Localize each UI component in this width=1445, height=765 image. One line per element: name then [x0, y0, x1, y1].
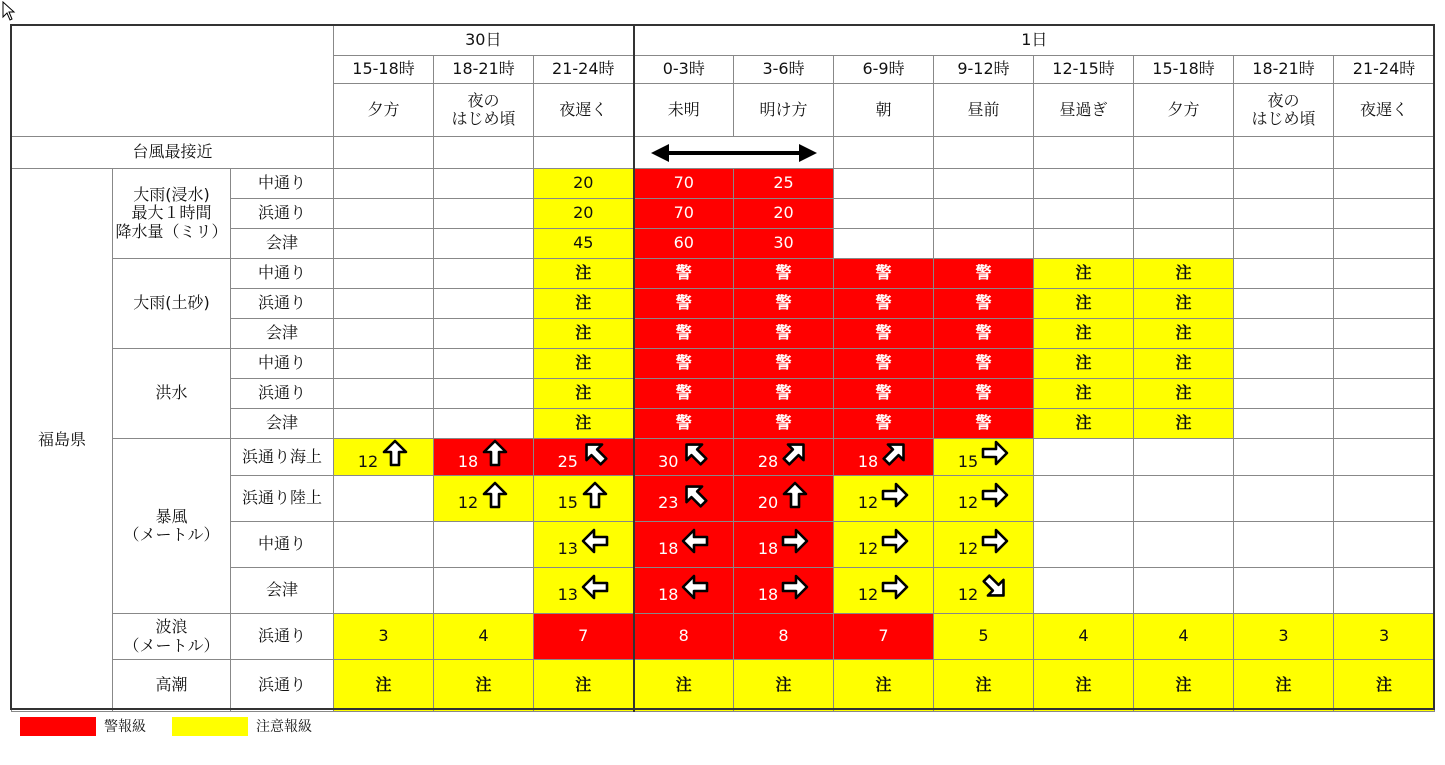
- period-label: 昼前: [934, 84, 1034, 137]
- empty-cell: [1234, 476, 1334, 522]
- advisory-cell: 注: [1034, 259, 1134, 289]
- empty-cell: [434, 349, 534, 379]
- value-cell: 3: [334, 614, 434, 660]
- empty-cell: [334, 289, 434, 319]
- empty-cell: [334, 349, 434, 379]
- time-slot-label: 6-9時: [834, 56, 934, 84]
- empty-cell: [434, 522, 534, 568]
- empty-cell: [1234, 349, 1334, 379]
- wind-cell: [734, 568, 834, 614]
- wind-speed-value: 18: [457, 451, 479, 471]
- advisory-cell: 注: [1034, 409, 1134, 439]
- empty-cell: [1034, 229, 1134, 259]
- wind-cell: [534, 439, 634, 476]
- wind-direction-arrow-icon: [981, 481, 1009, 509]
- empty-cell: [1234, 259, 1334, 289]
- empty-cell: [434, 229, 534, 259]
- empty-cell: [334, 409, 434, 439]
- value-cell: 7: [834, 614, 934, 660]
- empty-cell: [434, 319, 534, 349]
- wind-cell: [834, 439, 934, 476]
- value-cell: 3: [1234, 614, 1334, 660]
- empty-cell: [434, 289, 534, 319]
- period-label: 夜の はじめ頃: [1234, 84, 1334, 137]
- closest-approach-cell: [1234, 137, 1334, 169]
- period-label: 未明: [634, 84, 734, 137]
- wind-direction-arrow-icon: [981, 573, 1009, 601]
- advisory-cell: 注: [1134, 349, 1234, 379]
- empty-cell: [334, 379, 434, 409]
- empty-cell: [1034, 568, 1134, 614]
- mouse-pointer-icon: [2, 1, 16, 25]
- advisory-cell: 注: [1134, 259, 1234, 289]
- legend-label-advisory: 注意報級: [256, 719, 312, 735]
- empty-cell: [1334, 259, 1435, 289]
- value-cell: 25: [734, 169, 834, 199]
- wind-speed-value: 12: [857, 539, 879, 559]
- wind-speed-value: 23: [658, 493, 679, 513]
- value-cell: 4: [1134, 614, 1234, 660]
- empty-cell: [334, 259, 434, 289]
- warning-cell: 警: [834, 259, 934, 289]
- empty-cell: [1134, 199, 1234, 229]
- wind-speed-value: 12: [457, 493, 479, 513]
- closest-approach-cell: [834, 137, 934, 169]
- wind-speed-value: 13: [557, 539, 578, 559]
- wind-cell: [334, 439, 434, 476]
- empty-cell: [934, 169, 1034, 199]
- advisory-cell: 注: [534, 349, 634, 379]
- advisory-cell: 注: [1034, 660, 1134, 712]
- wind-cell: [934, 476, 1034, 522]
- area-label: 浜通り海上: [231, 439, 334, 476]
- value-cell: 20: [534, 169, 634, 199]
- closest-approach-cell: [934, 137, 1034, 169]
- time-slot-label: 21-24時: [1334, 56, 1435, 84]
- empty-cell: [1234, 169, 1334, 199]
- empty-cell: [1334, 319, 1435, 349]
- value-cell: 4: [1034, 614, 1134, 660]
- empty-cell: [1334, 439, 1435, 476]
- empty-cell: [1134, 568, 1234, 614]
- wind-speed-value: 20: [757, 493, 779, 513]
- area-label: 浜通り: [231, 289, 334, 319]
- warning-cell: 警: [734, 319, 834, 349]
- legend-swatch-advisory: [172, 717, 248, 736]
- header-corner: [12, 26, 334, 137]
- area-label: 会津: [231, 409, 334, 439]
- wind-direction-arrow-icon: [881, 481, 909, 509]
- empty-cell: [1334, 409, 1435, 439]
- wind-speed-value: 15: [557, 493, 578, 513]
- wind-direction-arrow-icon: [781, 439, 809, 467]
- wind-direction-arrow-icon: [781, 573, 809, 601]
- area-label: 浜通り: [231, 199, 334, 229]
- closest-approach-cell: [1034, 137, 1134, 169]
- warning-cell: 警: [734, 379, 834, 409]
- advisory-cell: 注: [1034, 289, 1134, 319]
- closest-approach-cell: [534, 137, 634, 169]
- legend: [20, 716, 312, 736]
- area-label: 会津: [231, 319, 334, 349]
- warning-cell: 警: [634, 289, 734, 319]
- legend-label-warning: 警報級: [104, 719, 146, 735]
- empty-cell: [434, 568, 534, 614]
- element-label: 大雨(浸水) 最大１時間 降水量（ミリ）: [113, 169, 231, 259]
- empty-cell: [934, 199, 1034, 229]
- period-label: 明け方: [734, 84, 834, 137]
- empty-cell: [1234, 229, 1334, 259]
- period-label: 夕方: [334, 84, 434, 137]
- empty-cell: [1234, 409, 1334, 439]
- wind-speed-value: 12: [957, 493, 979, 513]
- wind-cell: [834, 522, 934, 568]
- advisory-cell: 注: [534, 259, 634, 289]
- wind-direction-arrow-icon: [981, 439, 1009, 467]
- empty-cell: [1334, 289, 1435, 319]
- advisory-cell: 注: [934, 660, 1034, 712]
- closest-approach-cell: [334, 137, 434, 169]
- period-label: 夕方: [1134, 84, 1234, 137]
- prefecture-label: 福島県: [12, 169, 113, 712]
- period-label: 夜遅く: [1334, 84, 1435, 137]
- wind-speed-value: 12: [957, 539, 979, 559]
- closest-approach-cell: [634, 137, 834, 169]
- advisory-cell: 注: [1034, 319, 1134, 349]
- wind-cell: [434, 439, 534, 476]
- advisory-cell: 注: [1234, 660, 1334, 712]
- warning-cell: 警: [834, 409, 934, 439]
- empty-cell: [834, 229, 934, 259]
- empty-cell: [1234, 522, 1334, 568]
- advisory-cell: 注: [534, 409, 634, 439]
- empty-cell: [1134, 229, 1234, 259]
- value-cell: 20: [534, 199, 634, 229]
- advisory-cell: 注: [1034, 379, 1134, 409]
- element-label: 暴風 （メートル）: [113, 439, 231, 614]
- time-slot-label: 21-24時: [534, 56, 634, 84]
- empty-cell: [834, 169, 934, 199]
- advisory-cell: 注: [1134, 660, 1234, 712]
- wind-direction-arrow-icon: [781, 527, 809, 555]
- wind-cell: [934, 439, 1034, 476]
- warning-cell: 警: [834, 289, 934, 319]
- empty-cell: [1034, 439, 1134, 476]
- warning-cell: 警: [634, 349, 734, 379]
- wind-cell: [634, 476, 734, 522]
- advisory-cell: 注: [1334, 660, 1435, 712]
- forecast-grid: [11, 25, 1435, 712]
- wind-direction-arrow-icon: [581, 527, 609, 555]
- wind-cell: [434, 476, 534, 522]
- wind-cell: [834, 476, 934, 522]
- advisory-cell: 注: [1134, 379, 1234, 409]
- advisory-cell: 注: [434, 660, 534, 712]
- empty-cell: [434, 259, 534, 289]
- wind-direction-arrow-icon: [981, 527, 1009, 555]
- wind-cell: [534, 476, 634, 522]
- empty-cell: [1234, 319, 1334, 349]
- empty-cell: [834, 199, 934, 229]
- wind-speed-value: 15: [957, 451, 979, 471]
- advisory-cell: 注: [1134, 289, 1234, 319]
- empty-cell: [1134, 439, 1234, 476]
- area-label: 会津: [231, 229, 334, 259]
- empty-cell: [1334, 522, 1435, 568]
- advisory-cell: 注: [534, 660, 634, 712]
- warning-cell: 警: [834, 319, 934, 349]
- empty-cell: [434, 199, 534, 229]
- closest-approach-cell: [1334, 137, 1435, 169]
- warning-cell: 警: [834, 379, 934, 409]
- area-label: 中通り: [231, 522, 334, 568]
- area-label: 中通り: [231, 169, 334, 199]
- empty-cell: [1334, 379, 1435, 409]
- time-slot-label: 3-6時: [734, 56, 834, 84]
- area-label: 中通り: [231, 259, 334, 289]
- day-label: 30日: [334, 26, 634, 56]
- empty-cell: [934, 229, 1034, 259]
- closest-approach-label: 台風最接近: [12, 137, 334, 169]
- advisory-cell: 注: [534, 319, 634, 349]
- empty-cell: [334, 568, 434, 614]
- element-label: 洪水: [113, 349, 231, 439]
- wind-cell: [734, 439, 834, 476]
- empty-cell: [1134, 522, 1234, 568]
- value-cell: 4: [434, 614, 534, 660]
- wind-direction-arrow-icon: [481, 481, 509, 509]
- wind-speed-value: 18: [658, 539, 679, 559]
- value-cell: 30: [734, 229, 834, 259]
- empty-cell: [1334, 349, 1435, 379]
- warning-cell: 警: [934, 349, 1034, 379]
- empty-cell: [1334, 229, 1435, 259]
- closest-approach-cell: [1134, 137, 1234, 169]
- value-cell: 60: [634, 229, 734, 259]
- empty-cell: [1234, 568, 1334, 614]
- wind-cell: [834, 568, 934, 614]
- empty-cell: [1034, 522, 1134, 568]
- time-slot-label: 15-18時: [1134, 56, 1234, 84]
- weather-forecast-table: [11, 25, 1435, 712]
- wind-speed-value: 12: [357, 451, 379, 471]
- empty-cell: [1234, 379, 1334, 409]
- advisory-cell: 注: [1134, 409, 1234, 439]
- empty-cell: [334, 169, 434, 199]
- wind-cell: [734, 476, 834, 522]
- warning-cell: 警: [934, 409, 1034, 439]
- wind-speed-value: 28: [757, 451, 779, 471]
- period-label: 夜の はじめ頃: [434, 84, 534, 137]
- wind-direction-arrow-icon: [581, 439, 609, 467]
- advisory-cell: 注: [1034, 349, 1134, 379]
- advisory-cell: 注: [534, 379, 634, 409]
- empty-cell: [1034, 199, 1134, 229]
- value-cell: 7: [534, 614, 634, 660]
- wind-speed-value: 18: [658, 585, 679, 605]
- warning-cell: 警: [734, 409, 834, 439]
- value-cell: 70: [634, 199, 734, 229]
- wind-speed-value: 18: [757, 539, 779, 559]
- closest-approach-cell: [434, 137, 534, 169]
- double-headed-arrow-icon: [649, 142, 819, 164]
- wind-speed-value: 18: [757, 585, 779, 605]
- value-cell: 20: [734, 199, 834, 229]
- value-cell: 5: [934, 614, 1034, 660]
- empty-cell: [1334, 476, 1435, 522]
- warning-cell: 警: [634, 379, 734, 409]
- wind-cell: [634, 439, 734, 476]
- value-cell: 8: [734, 614, 834, 660]
- wind-cell: [934, 568, 1034, 614]
- warning-cell: 警: [934, 319, 1034, 349]
- element-label: 大雨(土砂): [113, 259, 231, 349]
- wind-cell: [534, 568, 634, 614]
- wind-speed-value: 13: [557, 585, 578, 605]
- empty-cell: [434, 379, 534, 409]
- empty-cell: [1134, 476, 1234, 522]
- wind-direction-arrow-icon: [481, 439, 509, 467]
- wind-speed-value: 12: [857, 493, 879, 513]
- area-label: 浜通り: [231, 660, 334, 712]
- advisory-cell: 注: [1134, 319, 1234, 349]
- empty-cell: [334, 522, 434, 568]
- area-label: 中通り: [231, 349, 334, 379]
- value-cell: 3: [1334, 614, 1435, 660]
- wind-cell: [634, 522, 734, 568]
- value-cell: 70: [634, 169, 734, 199]
- empty-cell: [1334, 568, 1435, 614]
- element-label: 波浪 （メートル）: [113, 614, 231, 660]
- period-label: 夜遅く: [534, 84, 634, 137]
- warning-cell: 警: [634, 409, 734, 439]
- period-label: 朝: [834, 84, 934, 137]
- value-cell: 8: [634, 614, 734, 660]
- wind-direction-arrow-icon: [381, 439, 409, 467]
- wind-speed-value: 12: [957, 585, 979, 605]
- advisory-cell: 注: [534, 289, 634, 319]
- wind-cell: [934, 522, 1034, 568]
- empty-cell: [1134, 169, 1234, 199]
- period-label: 昼過ぎ: [1034, 84, 1134, 137]
- wind-direction-arrow-icon: [581, 573, 609, 601]
- empty-cell: [1034, 476, 1134, 522]
- legend-swatch-warning: [20, 717, 96, 736]
- empty-cell: [334, 199, 434, 229]
- empty-cell: [434, 169, 534, 199]
- time-slot-label: 18-21時: [434, 56, 534, 84]
- wind-cell: [734, 522, 834, 568]
- value-cell: 45: [534, 229, 634, 259]
- warning-cell: 警: [934, 289, 1034, 319]
- empty-cell: [334, 319, 434, 349]
- empty-cell: [1034, 169, 1134, 199]
- time-slot-label: 12-15時: [1034, 56, 1134, 84]
- area-label: 浜通り: [231, 614, 334, 660]
- empty-cell: [334, 476, 434, 522]
- time-slot-label: 9-12時: [934, 56, 1034, 84]
- wind-direction-arrow-icon: [681, 439, 709, 467]
- wind-direction-arrow-icon: [581, 481, 609, 509]
- warning-cell: 警: [934, 379, 1034, 409]
- empty-cell: [1234, 199, 1334, 229]
- warning-cell: 警: [734, 349, 834, 379]
- warning-cell: 警: [734, 289, 834, 319]
- wind-speed-value: 25: [557, 451, 578, 471]
- warning-cell: 警: [734, 259, 834, 289]
- wind-direction-arrow-icon: [681, 527, 709, 555]
- wind-direction-arrow-icon: [781, 481, 809, 509]
- time-slot-label: 18-21時: [1234, 56, 1334, 84]
- wind-cell: [634, 568, 734, 614]
- wind-cell: [534, 522, 634, 568]
- wind-direction-arrow-icon: [881, 527, 909, 555]
- wind-speed-value: 30: [658, 451, 679, 471]
- advisory-cell: 注: [734, 660, 834, 712]
- empty-cell: [1234, 439, 1334, 476]
- empty-cell: [1234, 289, 1334, 319]
- empty-cell: [334, 229, 434, 259]
- advisory-cell: 注: [834, 660, 934, 712]
- wind-direction-arrow-icon: [681, 573, 709, 601]
- area-label: 会津: [231, 568, 334, 614]
- warning-cell: 警: [834, 349, 934, 379]
- element-label: 高潮: [113, 660, 231, 712]
- area-label: 浜通り陸上: [231, 476, 334, 522]
- day-label: 1日: [634, 26, 1435, 56]
- warning-cell: 警: [634, 319, 734, 349]
- wind-direction-arrow-icon: [881, 439, 909, 467]
- advisory-cell: 注: [634, 660, 734, 712]
- empty-cell: [1334, 199, 1435, 229]
- empty-cell: [434, 409, 534, 439]
- wind-direction-arrow-icon: [681, 481, 709, 509]
- wind-speed-value: 12: [857, 585, 879, 605]
- advisory-cell: 注: [334, 660, 434, 712]
- warning-cell: 警: [934, 259, 1034, 289]
- time-slot-label: 15-18時: [334, 56, 434, 84]
- area-label: 浜通り: [231, 379, 334, 409]
- wind-direction-arrow-icon: [881, 573, 909, 601]
- empty-cell: [1334, 169, 1435, 199]
- wind-speed-value: 18: [857, 451, 879, 471]
- warning-cell: 警: [634, 259, 734, 289]
- time-slot-label: 0-3時: [634, 56, 734, 84]
